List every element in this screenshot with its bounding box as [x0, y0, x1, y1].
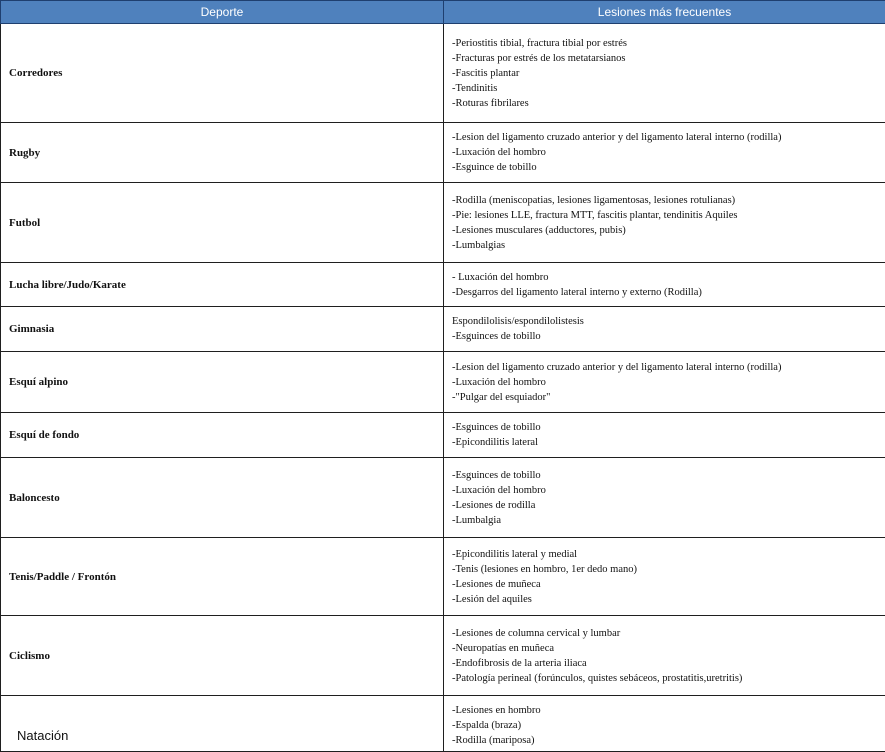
- sport-cell: Baloncesto: [1, 458, 444, 538]
- injuries-cell: [444, 616, 885, 696]
- injury-item: -Epicondilitis lateral: [452, 435, 885, 450]
- injury-item: -Pie: lesiones LLE, fractura MTT, fascitis plantar, tendinitis Aquiles: [452, 208, 885, 223]
- injury-item: -Espalda (braza): [452, 718, 885, 733]
- injury-item: -Desgarros del ligamento lateral interno y externo (Rodilla): [452, 285, 885, 300]
- injury-item: -Neuropatías en muñeca: [452, 641, 885, 656]
- table-row: [1, 352, 885, 413]
- injury-item: -Rodilla (meniscopatias, lesiones ligamentosas, lesiones rotulianas): [452, 193, 885, 208]
- sport-cell: Tenis/Paddle / Frontón: [1, 538, 444, 616]
- injury-item: -Fracturas por estrés de los metatarsianos: [452, 51, 885, 66]
- injuries-cell: [444, 24, 885, 123]
- injury-item: -Lesión del aquiles: [452, 592, 885, 607]
- injury-item: -Epicondilitis lateral y medial: [452, 547, 885, 562]
- injury-item: -Esguinces de tobillo: [452, 420, 885, 435]
- injuries-cell: [444, 307, 885, 352]
- header-sport: Deporte: [1, 1, 444, 24]
- injury-item: -Lesiones musculares (adductores, pubis): [452, 223, 885, 238]
- injuries-cell: [444, 352, 885, 413]
- injury-item: -Endofibrosis de la arteria iliaca: [452, 656, 885, 671]
- table-row: [1, 263, 885, 307]
- injury-item: -Tenis (lesiones en hombro, 1er dedo mano): [452, 562, 885, 577]
- sport-cell: Lucha libre/Judo/Karate: [1, 263, 444, 307]
- sport-cell: Esquí de fondo: [1, 413, 444, 458]
- injuries-cell: [444, 263, 885, 307]
- injury-item: -Luxación del hombro: [452, 483, 885, 498]
- injury-item: -Rodilla (mariposa): [452, 733, 885, 748]
- injury-item: -Patología perineal (forúnculos, quistes sebáceos, prostatitis,uretritis): [452, 671, 885, 686]
- injuries-cell: [444, 123, 885, 183]
- injury-item: -Lesiones en hombro: [452, 703, 885, 718]
- injury-item: - Luxación del hombro: [452, 270, 885, 285]
- sport-cell: Esquí alpino: [1, 352, 444, 413]
- sport-cell: Corredores: [1, 24, 444, 123]
- injuries-cell: [444, 183, 885, 263]
- table-row: [1, 458, 885, 538]
- injury-item: -"Pulgar del esquiador": [452, 390, 885, 405]
- injury-item: -Lesiones de muñeca: [452, 577, 885, 592]
- injuries-cell: [444, 413, 885, 458]
- injury-item: -Esguinces de tobillo: [452, 329, 885, 344]
- header-injuries: Lesiones más frecuentes: [444, 1, 885, 24]
- table-row: [1, 538, 885, 616]
- injury-item: -Lesiones de rodilla: [452, 498, 885, 513]
- table-row: [1, 123, 885, 183]
- injury-item: -Lesion del ligamento cruzado anterior y del ligamento lateral interno (rodilla): [452, 360, 885, 375]
- injuries-cell: [444, 696, 885, 752]
- table-row: [1, 696, 885, 752]
- injury-item: -Fascitis plantar: [452, 66, 885, 81]
- injury-item: -Luxación del hombro: [452, 375, 885, 390]
- injury-item: -Lesiones de columna cervical y lumbar: [452, 626, 885, 641]
- injuries-cell: [444, 458, 885, 538]
- sport-cell: Futbol: [1, 183, 444, 263]
- sport-cell: Gimnasia: [1, 307, 444, 352]
- table-row: [1, 616, 885, 696]
- injury-item: -Esguince de tobillo: [452, 160, 885, 175]
- table-row: [1, 413, 885, 458]
- injury-item: Espondilolisis/espondilolistesis: [452, 314, 885, 329]
- injury-item: -Lumbalgias: [452, 238, 885, 253]
- injury-item: -Lesion del ligamento cruzado anterior y del ligamento lateral interno (rodilla): [452, 130, 885, 145]
- header-row: [1, 1, 885, 24]
- table-row: [1, 24, 885, 123]
- sport-cell: Rugby: [1, 123, 444, 183]
- injury-item: -Roturas fibrilares: [452, 96, 885, 111]
- injury-item: -Tendinitis: [452, 81, 885, 96]
- injuries-cell: [444, 538, 885, 616]
- injury-item: -Esguinces de tobillo: [452, 468, 885, 483]
- injury-item: -Periostitis tibial, fractura tibial por estrés: [452, 36, 885, 51]
- sport-cell: Natación: [1, 696, 444, 752]
- table-row: [1, 307, 885, 352]
- table-row: [1, 183, 885, 263]
- injury-item: -Luxación del hombro: [452, 145, 885, 160]
- injury-item: -Lumbalgia: [452, 513, 885, 528]
- sport-cell: Ciclismo: [1, 616, 444, 696]
